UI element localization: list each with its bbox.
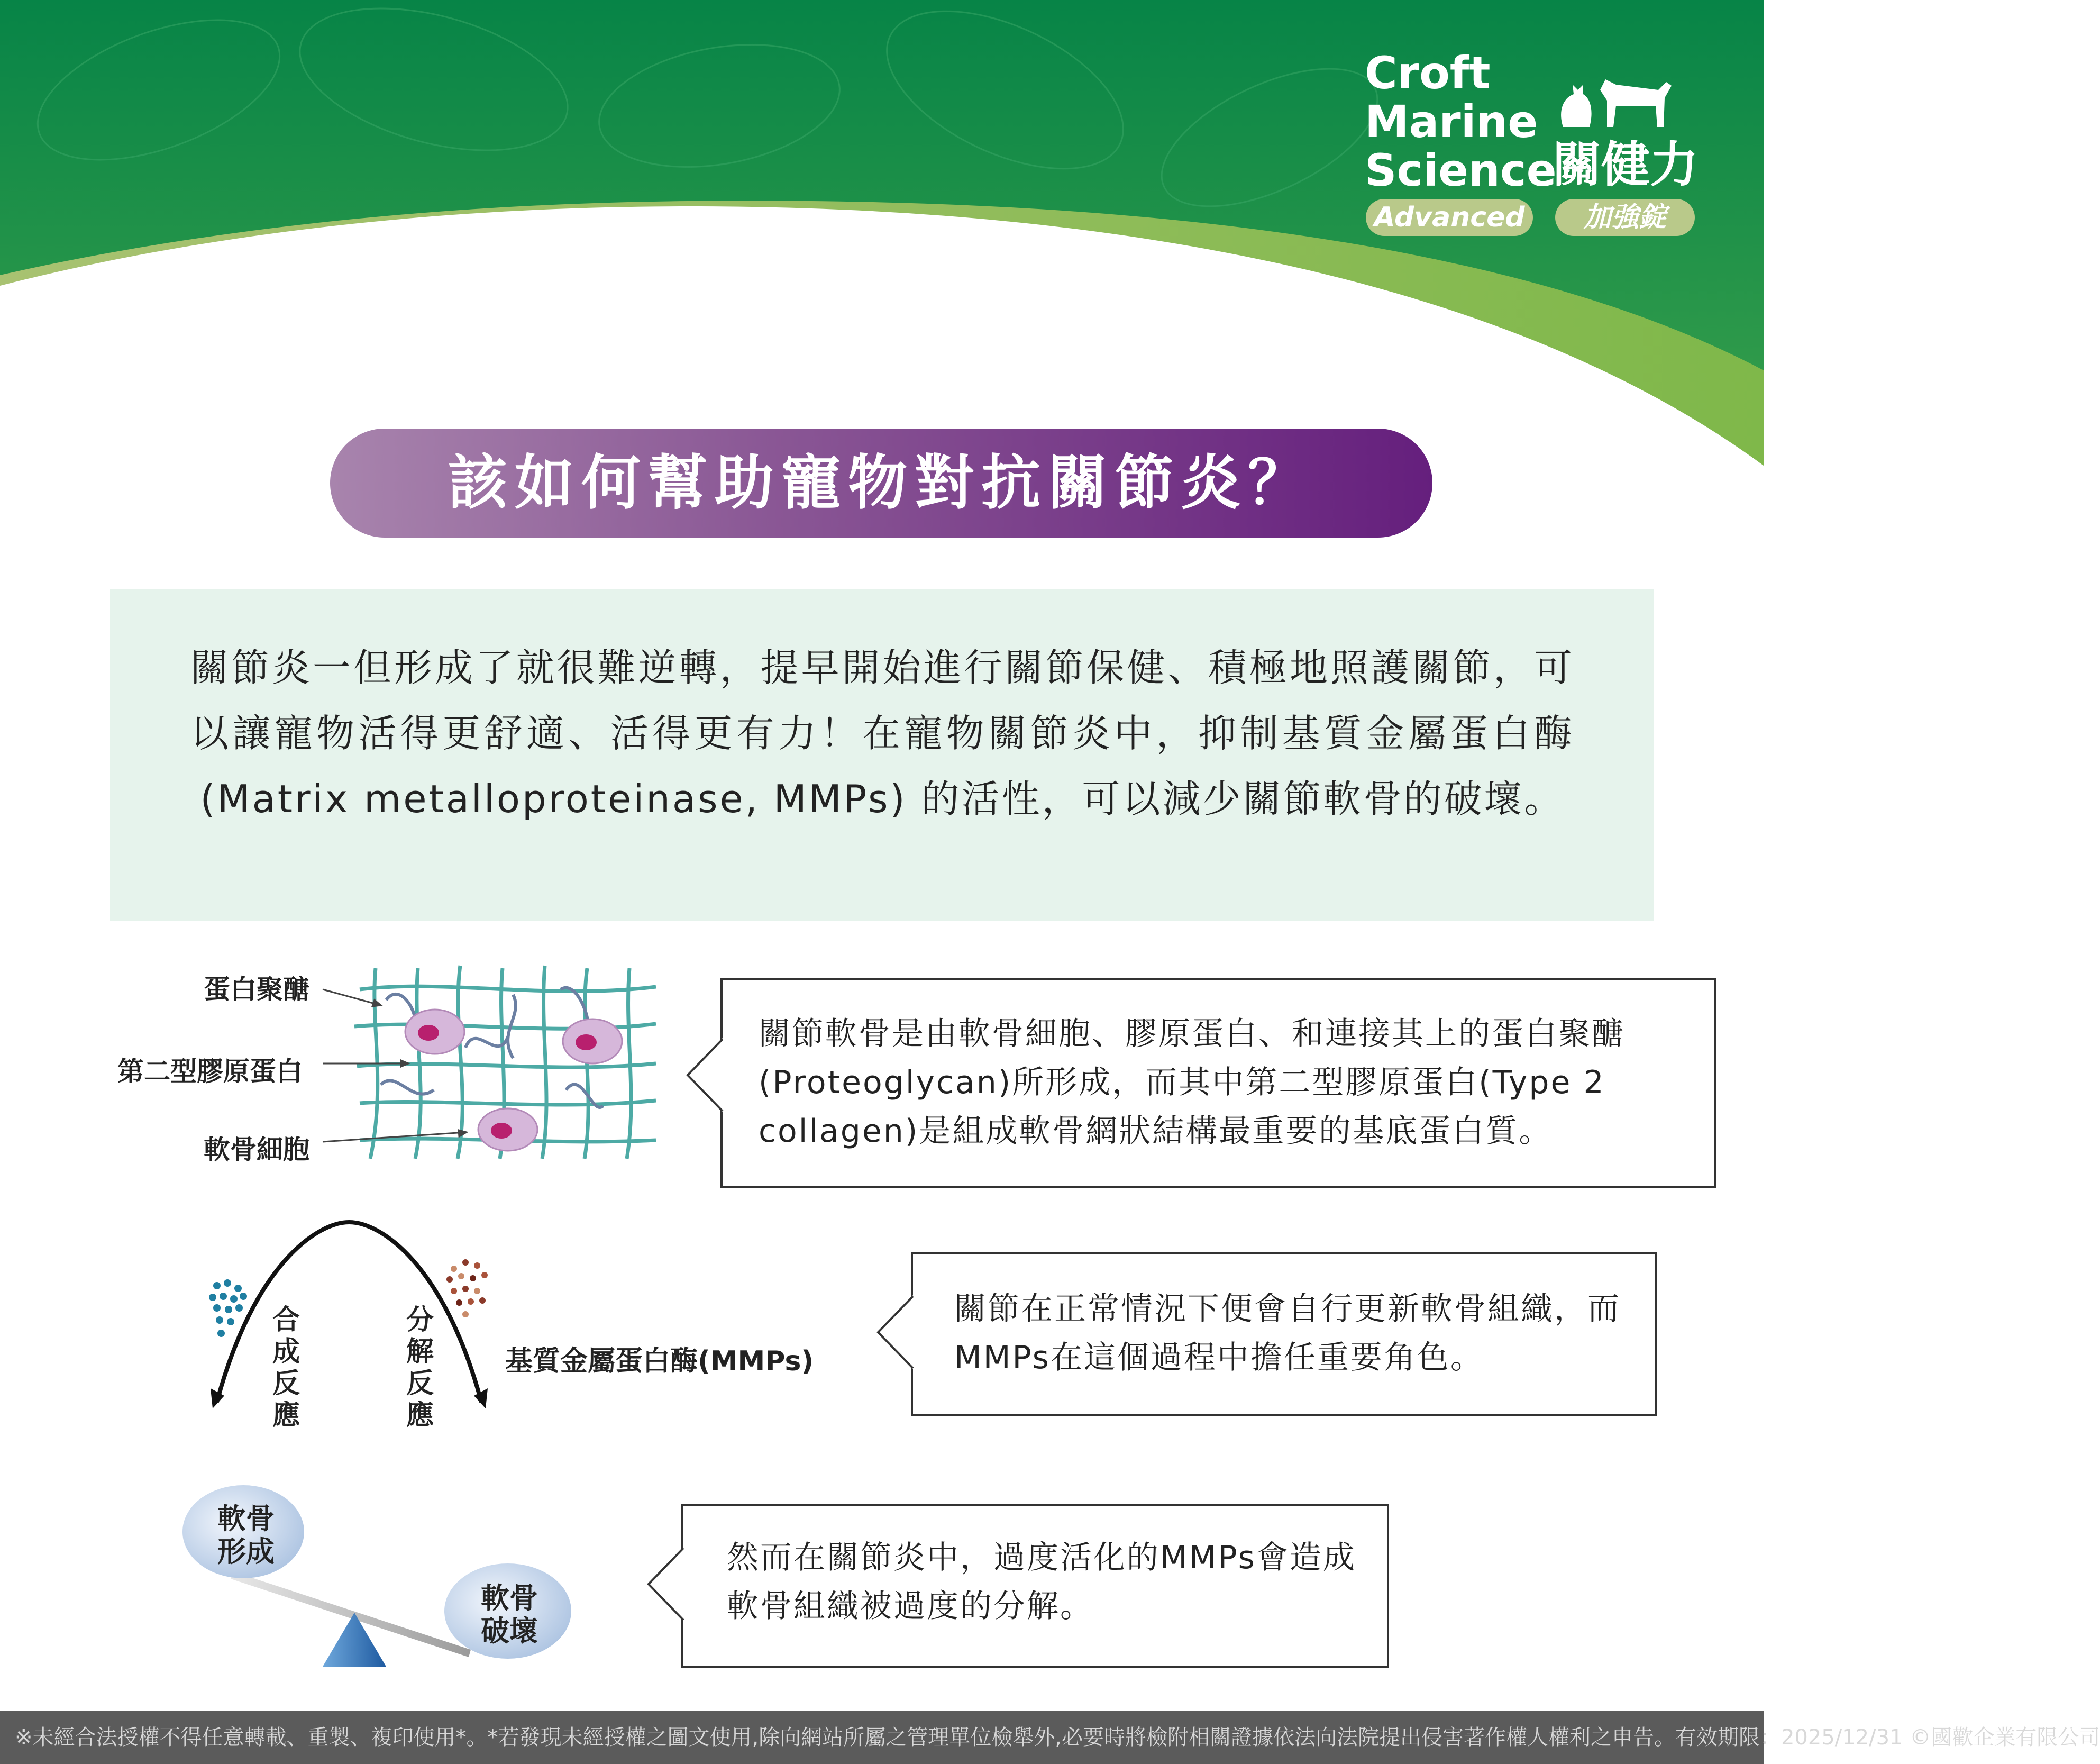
synthesis-degradation-arc <box>201 1212 497 1423</box>
label-cartilage-formation: 軟骨形成 <box>217 1502 275 1568</box>
copyright-footer <box>0 1711 2100 1764</box>
callout-pointer <box>646 1547 684 1621</box>
callout-mmps-normal-text: 關節在正常情況下便會自行更新軟骨組織，而MMPs在這個過程中擔任重要角色。 <box>954 1290 1621 1376</box>
label-mmps: 基質金屬蛋白酶(MMPs) <box>505 1345 814 1377</box>
cat-dog-icon <box>1553 69 1679 132</box>
callout-pointer <box>876 1295 914 1369</box>
brand-croft: Croft <box>1365 47 1491 99</box>
label-proteoglycan: 蛋白聚醣 <box>204 974 309 1005</box>
label-chondrocyte: 軟骨細胞 <box>204 1134 309 1165</box>
brand-chinese-name: 關健力 <box>1553 137 1699 193</box>
callout-pointer <box>686 1038 724 1112</box>
label-pointer-arrows <box>317 979 476 1159</box>
advanced-badge: Advanced <box>1366 199 1533 236</box>
header-wave-background <box>0 0 1764 476</box>
label-degradation-reaction: 分解反應 <box>406 1304 434 1431</box>
callout-arthritis-text: 然而在關節炎中，過度活化的MMPs會造成軟骨組織被過度的分解。 <box>727 1539 1356 1625</box>
label-synthesis-reaction: 合成反應 <box>272 1304 300 1431</box>
label-type2-collagen: 第二型膠原蛋白 <box>117 1056 303 1087</box>
brand-science: Science <box>1365 144 1557 196</box>
brand-marine: Marine <box>1365 96 1538 148</box>
copyright-text: ※未經合法授權不得任意轉載、重製、複印使用*。*若發現未經授權之圖文使用,除向網站所屬之管理單位檢舉外,必要時將檢附相關證據依法向法院提出侵害著作權人權利之申告。有效期限：2025/12/31 ©國歡企業有限公司 <box>15 1725 2100 1750</box>
callout-cartilage-text: 關節軟骨是由軟骨細胞、膠原蛋白、和連接其上的蛋白聚醣(Proteoglycan)所形成，而其中第二型膠原蛋白(Type 2 collagen)是組成軟骨網狀結構最重要的基底蛋白質。 <box>759 1015 1625 1150</box>
page-title: 該如何幫助寵物對抗關節炎？ <box>330 429 1432 538</box>
enhanced-tablet-badge: 加強錠 <box>1555 199 1695 236</box>
intro-text: 關節炎一但形成了就很難逆轉，提早開始進行關節保健、積極地照護關節，可以讓寵物活得更舒適、活得更有力！在寵物關節炎中，抑制基質金屬蛋白酶 (Matrix metalloproteinase, MMPs) 的活性，可以減少關節軟骨的破壞。 <box>190 645 1574 821</box>
label-cartilage-destruction: 軟骨破壞 <box>481 1581 538 1648</box>
